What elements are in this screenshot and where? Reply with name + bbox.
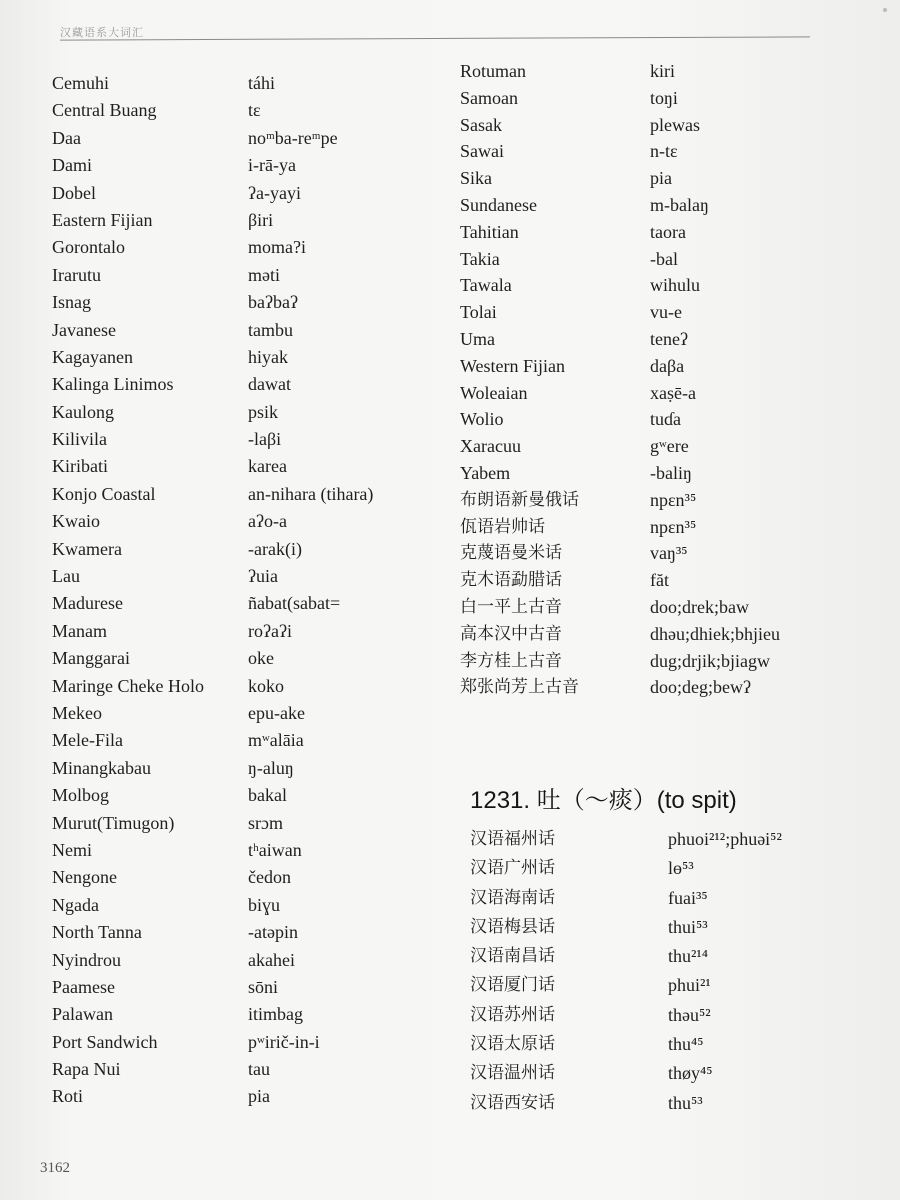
entry-row [460, 219, 860, 246]
word-form: m-balaŋ [650, 194, 709, 215]
language-name: Woleaian [460, 382, 528, 403]
entry-row [52, 344, 452, 371]
entry-row [52, 453, 452, 480]
entry-row [52, 125, 452, 152]
word-form: koko [248, 675, 284, 696]
language-name: Manam [52, 620, 107, 641]
entry-row [470, 1002, 870, 1031]
language-name: Central Buang [52, 100, 157, 121]
word-form: ʔuia [248, 566, 278, 587]
word-form: fuai³⁵ [668, 887, 708, 908]
entry-row [52, 590, 452, 617]
entry-row [460, 246, 860, 273]
word-form: xaṣē-a [650, 382, 696, 403]
language-name: Maringe Cheke Holo [52, 675, 204, 696]
entry-row [460, 272, 860, 299]
word-form: npɛn³⁵ [650, 516, 697, 537]
entry-row [470, 972, 870, 1001]
word-form: phuoi²¹²;phuəi⁵² [668, 829, 782, 849]
entry-row [52, 837, 452, 864]
word-form: dawat [248, 374, 291, 395]
language-name: 汉语苏州话 [470, 1004, 555, 1025]
entry-row [52, 1001, 452, 1028]
entry-row [52, 1083, 452, 1110]
language-name: 郑张尚芳上古音 [460, 677, 579, 698]
word-form: daβa [650, 355, 685, 376]
language-name: Eastern Fijian [52, 209, 153, 230]
entry-row [52, 563, 452, 590]
entry-row [460, 621, 860, 648]
entry-row [460, 58, 860, 85]
word-form: vu-e [650, 302, 682, 323]
entry-row [52, 70, 452, 97]
word-form: čedon [248, 867, 291, 888]
word-form: i-rā-ya [248, 155, 296, 176]
word-form: thu⁴⁵ [668, 1034, 704, 1055]
entry-row [460, 433, 860, 460]
language-name: Mekeo [52, 702, 102, 723]
language-name: Kwamera [52, 538, 122, 559]
word-form: npɛn³⁵ [650, 489, 697, 510]
word-form: epu-ake [248, 702, 305, 723]
word-form: lɵ⁵³ [668, 858, 694, 879]
language-name: Nemi [52, 839, 92, 860]
word-form: thu⁵³ [668, 1092, 703, 1113]
entry-row [460, 85, 860, 112]
language-name: 汉语温州话 [470, 1063, 555, 1084]
word-form: tambu [248, 319, 293, 340]
word-form: -bal [650, 248, 678, 269]
entry-row [52, 317, 452, 344]
entry-row [460, 380, 860, 407]
entry-row [52, 207, 452, 234]
word-form: baʔbaʔ [248, 292, 298, 313]
page-number: 3162 [40, 1160, 70, 1176]
entry-row [52, 399, 452, 426]
word-form: pia [650, 168, 672, 189]
entry-row [52, 508, 452, 535]
left-column [52, 70, 452, 1111]
language-name: Kalinga Linimos [52, 374, 174, 395]
word-form: -atəpin [248, 922, 298, 943]
language-name: Mele-Fila [52, 730, 123, 751]
language-name: Rotuman [460, 61, 526, 81]
entry-row [460, 674, 860, 701]
language-name: 李方桂上古音 [460, 650, 562, 671]
language-name: 汉语厦门话 [470, 975, 555, 996]
language-name: Nyindrou [52, 949, 121, 970]
entry-row [52, 755, 452, 782]
language-name: Minangkabau [52, 757, 151, 778]
word-form: karea [248, 456, 287, 477]
language-name: Lau [52, 566, 80, 587]
language-name: 佤语岩帅话 [460, 516, 545, 537]
entry-row [460, 594, 860, 621]
word-form: -arak(i) [248, 538, 302, 559]
word-form: făt [650, 570, 669, 591]
language-name: Paamese [52, 976, 115, 997]
word-form: -baliŋ [650, 462, 692, 483]
entry-row [460, 514, 860, 541]
entry-row [460, 192, 860, 219]
entry-row [52, 262, 452, 289]
entry-row [52, 947, 452, 974]
entry-row [460, 138, 860, 165]
word-form: mʷalāia [248, 730, 304, 751]
entry-row [52, 289, 452, 316]
language-name: Yabem [460, 462, 511, 483]
entry-row [470, 885, 870, 914]
word-form: n-tɛ [650, 141, 678, 162]
language-name: 汉语太原话 [470, 1034, 555, 1055]
language-name: Tawala [460, 275, 512, 296]
language-name: Xaracuu [460, 436, 521, 457]
language-name: Ngada [52, 894, 99, 915]
word-form: sōni [248, 976, 279, 997]
word-form: tau [248, 1059, 270, 1080]
entry-row [52, 974, 452, 1001]
entry-row [52, 864, 452, 891]
language-name: Manggarai [52, 648, 130, 669]
entry-row [52, 180, 452, 207]
word-form: itimbag [248, 1004, 303, 1025]
language-name: Samoan [460, 87, 518, 108]
language-name: Cemuhi [52, 73, 109, 93]
entry-row [52, 919, 452, 946]
entry-row [460, 353, 860, 380]
word-form: psik [248, 401, 279, 422]
word-form: doo;deg;bewʔ [650, 677, 751, 698]
entry-row [470, 1090, 870, 1119]
word-form: bakal [248, 785, 287, 806]
word-form: aʔo-a [248, 511, 287, 532]
language-name: Irarutu [52, 264, 101, 285]
entry-row [460, 567, 860, 594]
section-entries [470, 826, 870, 1119]
entry-row [470, 943, 870, 972]
word-form: hiyak [248, 346, 288, 367]
entry-row [52, 1056, 452, 1083]
entry-row [470, 1060, 870, 1089]
entry-row [52, 673, 452, 700]
entry-row [52, 727, 452, 754]
language-name: 汉语福州话 [470, 829, 555, 849]
header-rule [60, 36, 810, 40]
entry-row [460, 406, 860, 433]
word-form: ʔa-yayi [248, 182, 301, 203]
language-name: Javanese [52, 319, 116, 340]
word-form: biɣu [248, 894, 281, 915]
word-form: ŋ-aluŋ [248, 757, 294, 778]
language-name: Kilivila [52, 429, 107, 450]
language-name: 汉语西安话 [470, 1092, 555, 1113]
word-form: thui⁵³ [668, 916, 708, 937]
language-name: Tahitian [460, 221, 519, 242]
entry-row [52, 645, 452, 672]
entry-row [52, 618, 452, 645]
word-form: thu²¹⁴ [668, 946, 709, 967]
entry-row [460, 540, 860, 567]
word-form: tɛ [248, 100, 261, 121]
language-name: Sawai [460, 141, 504, 162]
language-name: Kwaio [52, 511, 100, 532]
word-form: akahei [248, 949, 295, 970]
word-form: doo;drek;baw [650, 596, 749, 617]
language-name: Roti [52, 1086, 84, 1107]
language-name: Takia [460, 248, 500, 269]
word-form: an-nihara (tihara) [248, 483, 374, 504]
entry-row [460, 487, 860, 514]
word-form: tʰaiwan [248, 839, 302, 860]
language-name: 汉语广州话 [470, 858, 555, 879]
entry-row [52, 371, 452, 398]
language-name: 汉语海南话 [470, 887, 555, 908]
language-name: 布朗语新曼俄话 [460, 489, 579, 510]
word-form: oke [248, 648, 274, 669]
entry-row [470, 914, 870, 943]
entry-row [52, 1029, 452, 1056]
word-form: thəu⁵² [668, 1004, 711, 1025]
word-form: taora [650, 221, 686, 242]
language-name: Kiribati [52, 456, 108, 477]
word-form: phui²¹ [668, 975, 711, 996]
word-form: pʷirič-in-i [248, 1031, 320, 1052]
entry-row [52, 810, 452, 837]
word-form: -laβi [248, 429, 282, 450]
running-head: 汉藏语系大词汇 [60, 26, 144, 39]
entry-row [52, 426, 452, 453]
word-form: βiri [248, 209, 274, 230]
entry-row [52, 536, 452, 563]
language-name: 汉语南昌话 [470, 946, 555, 967]
word-form: tuɗa [650, 409, 681, 430]
word-form: roʔaʔi [248, 620, 292, 641]
word-form: gʷere [650, 436, 689, 457]
word-form: moma?i [248, 237, 306, 258]
language-name: Western Fijian [460, 355, 566, 376]
language-name: North Tanna [52, 922, 142, 943]
language-name: Murut(Timugon) [52, 812, 175, 833]
word-form: plewas [650, 114, 700, 135]
language-name: Isnag [52, 292, 91, 313]
word-form: pia [248, 1086, 270, 1107]
word-form: məti [248, 264, 280, 285]
entry-row [52, 782, 452, 809]
language-name: Uma [460, 328, 495, 349]
language-name: Nengone [52, 867, 117, 888]
entry-row [52, 892, 452, 919]
entry-row [460, 460, 860, 487]
word-form: teneʔ [650, 328, 688, 349]
word-form: kiri [650, 61, 675, 81]
language-name: Daa [52, 127, 81, 148]
word-form: dhəu;dhiek;bhjieu [650, 623, 780, 644]
language-name: Tolai [460, 302, 497, 323]
entry-row [460, 165, 860, 192]
language-name: 白一平上古音 [460, 596, 562, 617]
word-form: vaŋ³⁵ [650, 543, 688, 564]
word-form: srɔm [248, 812, 283, 833]
word-form: táhi [248, 73, 275, 93]
entry-row [52, 481, 452, 508]
language-name: Sundanese [460, 194, 537, 215]
language-name: Port Sandwich [52, 1031, 158, 1052]
language-name: Madurese [52, 593, 123, 614]
entry-row [52, 97, 452, 124]
word-form: ñabat(sabat= [248, 593, 341, 614]
entry-row [52, 700, 452, 727]
language-name: 克蔑语曼米话 [460, 543, 562, 564]
language-name: Sika [460, 168, 493, 189]
language-name: Dami [52, 155, 92, 176]
entry-row [52, 234, 452, 261]
language-name: Gorontalo [52, 237, 125, 258]
word-form: toŋi [650, 87, 678, 108]
entry-row [460, 299, 860, 326]
entry-row [460, 648, 860, 675]
entry-row [470, 855, 870, 884]
right-column [460, 58, 860, 701]
entry-row [470, 826, 870, 855]
word-form: thøy⁴⁵ [668, 1063, 713, 1084]
word-form: noᵐba-reᵐpe [248, 127, 338, 148]
entry-row [460, 112, 860, 139]
language-name: Molbog [52, 785, 110, 806]
entry-row [470, 1031, 870, 1060]
language-name: Sasak [460, 114, 502, 135]
language-name: Kagayanen [52, 346, 133, 367]
language-name: 克木语勐腊话 [460, 570, 562, 591]
language-name: 高本汉中古音 [460, 623, 562, 644]
entry-row [52, 152, 452, 179]
language-name: Konjo Coastal [52, 483, 156, 504]
language-name: Rapa Nui [52, 1059, 121, 1080]
section-title: 1231. 吐（～痰）(to spit) [470, 787, 737, 814]
entry-row [460, 326, 860, 353]
language-name: Kaulong [52, 401, 114, 422]
page-speck [883, 8, 887, 12]
language-name: Palawan [52, 1004, 113, 1025]
word-form: wihulu [650, 275, 701, 296]
word-form: dug;drjik;bjiagw [650, 650, 770, 671]
language-name: Wolio [460, 409, 504, 430]
language-name: 汉语梅县话 [470, 916, 555, 937]
language-name: Dobel [52, 182, 96, 203]
